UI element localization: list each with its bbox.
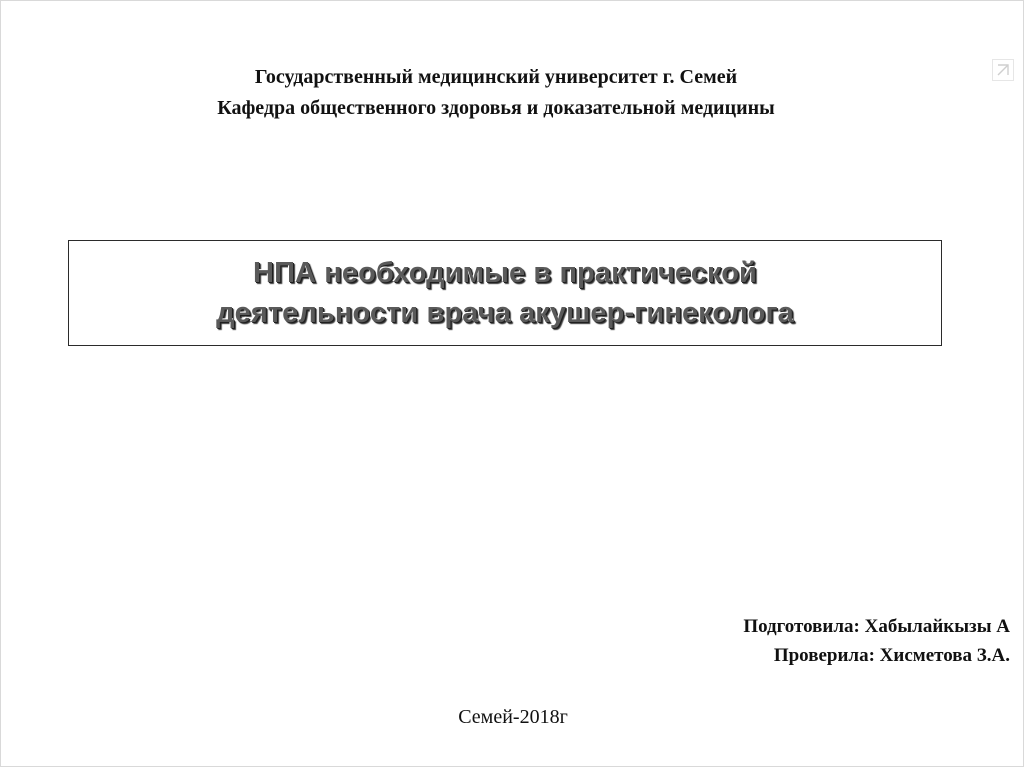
credits-block	[743, 612, 1010, 670]
department-name: Кафедра общественного здоровья и доказательной медицины	[217, 97, 775, 119]
presentation-title	[69, 253, 941, 333]
university-name: Государственный медицинский университет г. Семей	[254, 66, 738, 88]
city-year: Семей-2018г	[458, 706, 568, 728]
corner-arrow-icon[interactable]	[992, 59, 1014, 81]
prepared-by: Подготовила: Хабылайкызы А	[743, 616, 1010, 637]
slide-header	[1, 62, 991, 124]
title-box	[68, 240, 942, 346]
title-line-1: НПА необходимые в практической	[253, 257, 757, 289]
title-line-2: деятельности врача акушер-гинеколога	[216, 297, 794, 329]
checked-by: Проверила: Хисметова З.А.	[773, 645, 1010, 666]
